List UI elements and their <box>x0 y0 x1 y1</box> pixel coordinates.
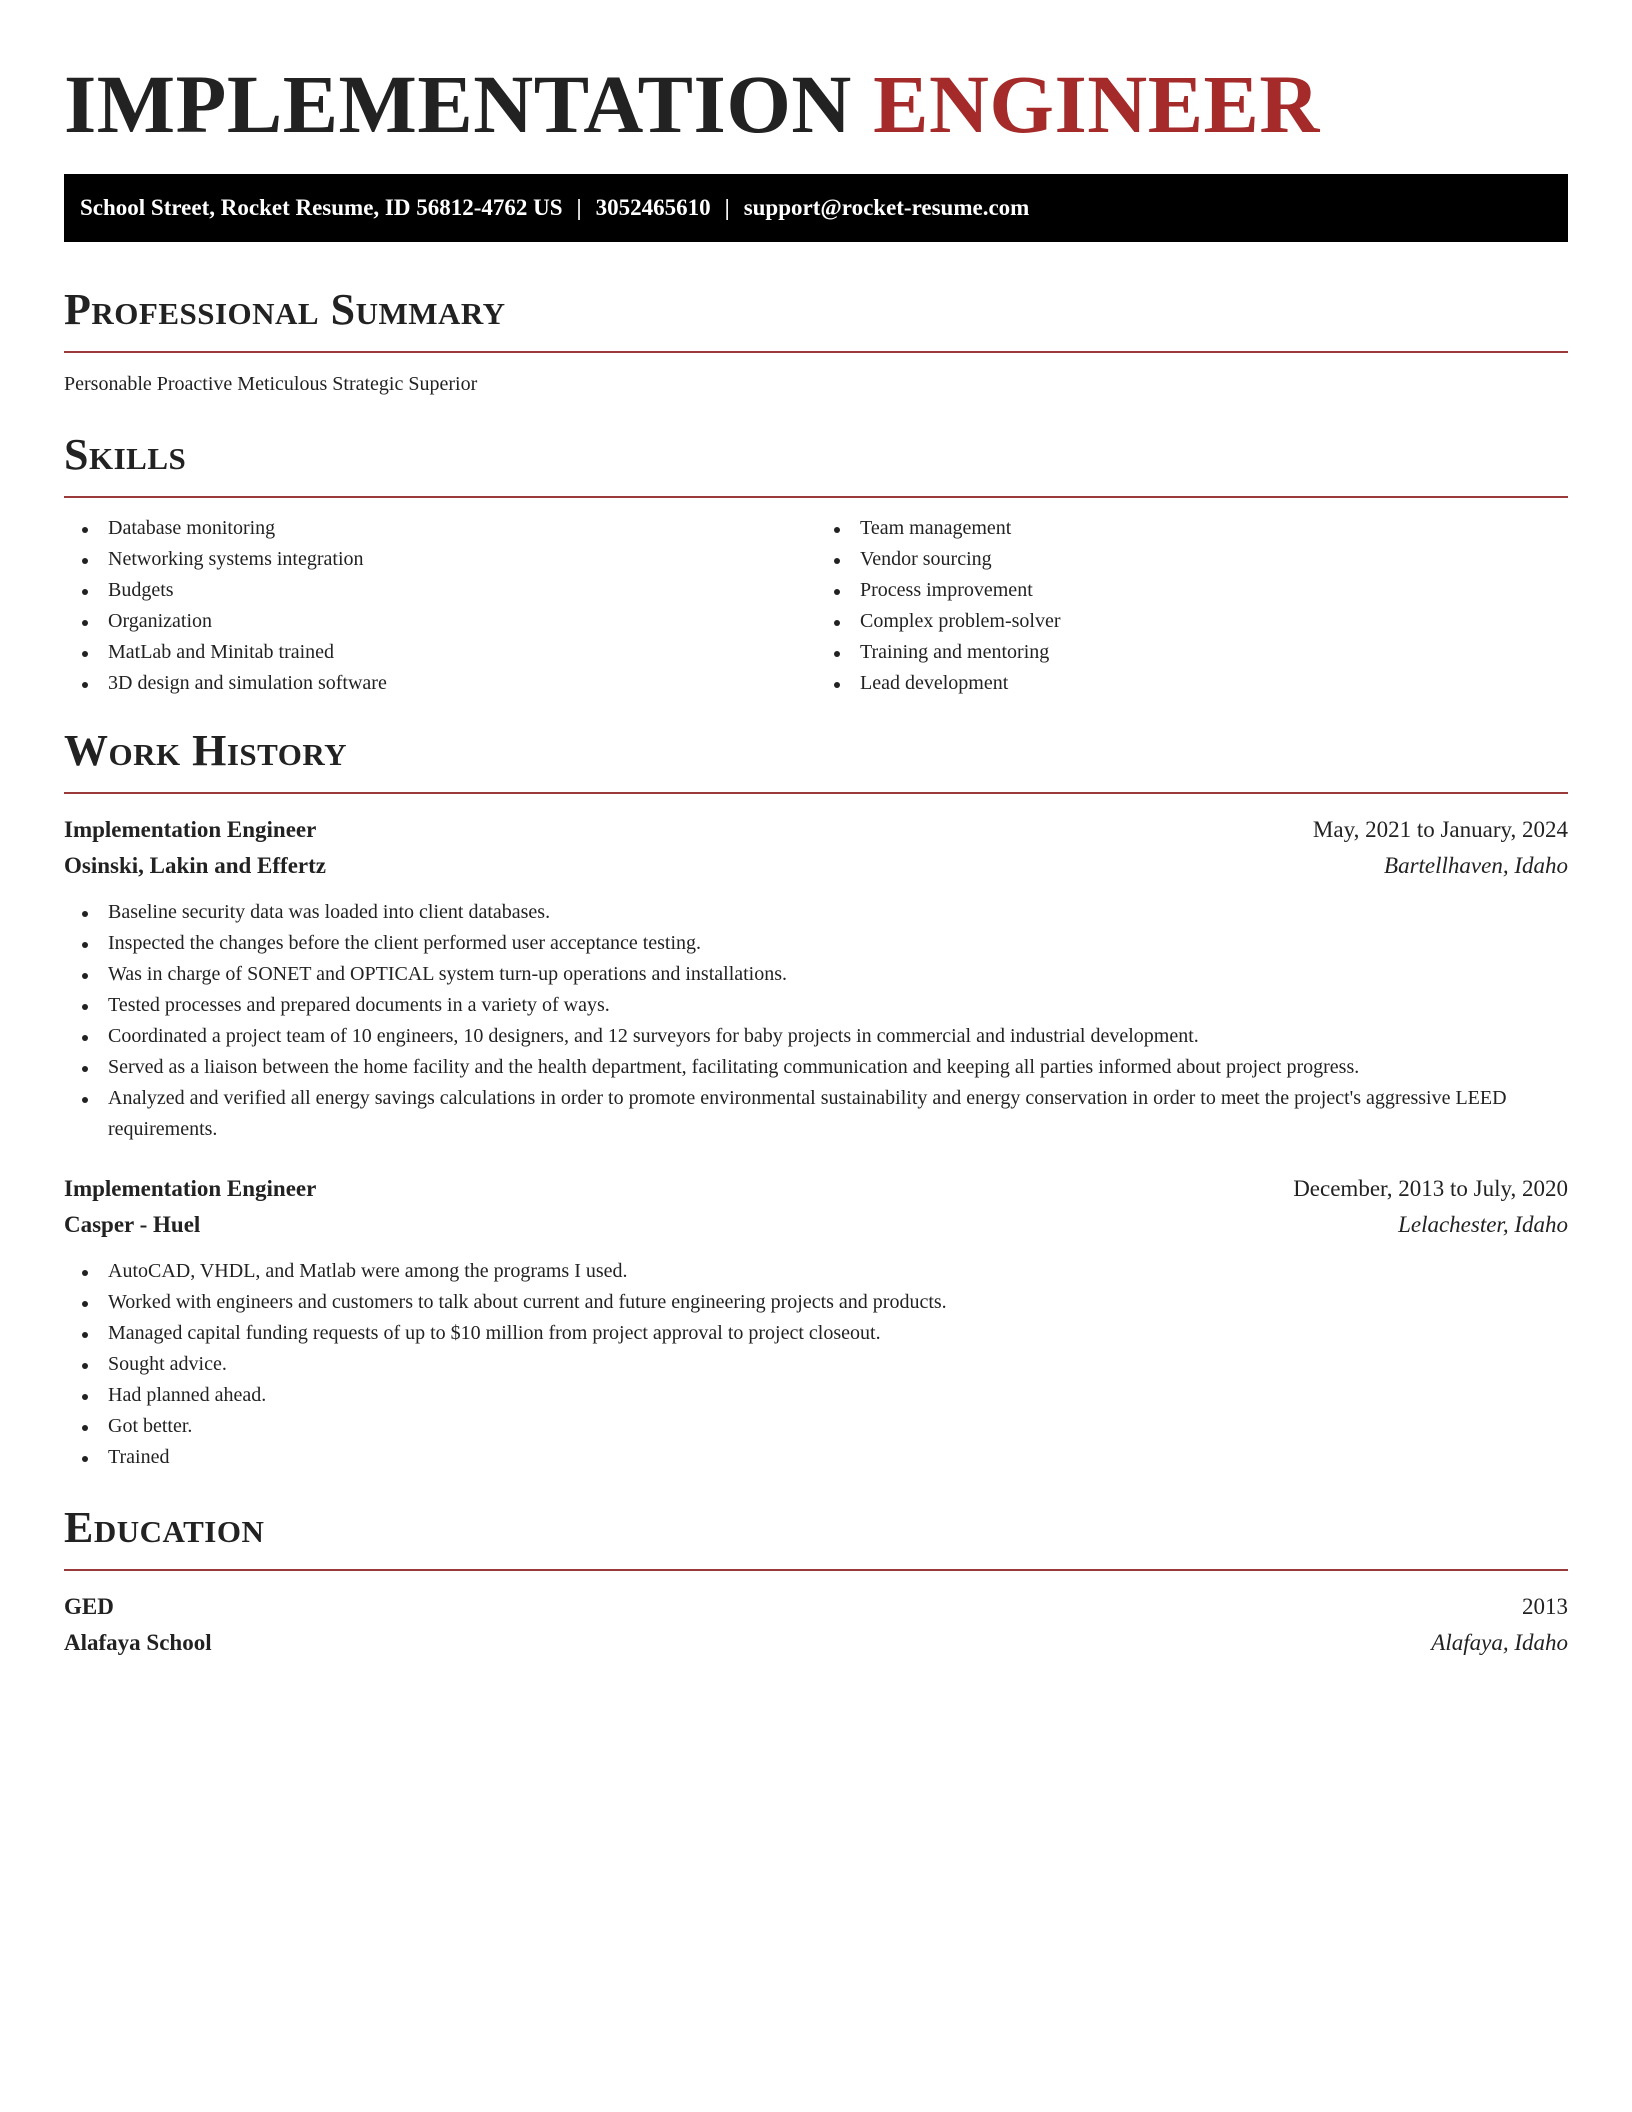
job-location: Bartellhaven, Idaho <box>1384 853 1568 878</box>
job-header-row <box>64 812 1568 848</box>
contact-separator: | <box>724 195 730 220</box>
job-role: Implementation Engineer <box>64 1176 317 1201</box>
contact-separator: | <box>576 195 582 220</box>
skill-item: 3D design and simulation software <box>64 668 816 699</box>
job-bullet: Worked with engineers and customers to talk about current and future engineering projects and products. <box>64 1287 1568 1318</box>
job-location: Lelachester, Idaho <box>1398 1212 1568 1237</box>
resume-title <box>64 0 1568 150</box>
job-bullet: Got better. <box>64 1411 1568 1442</box>
work-history-heading: Work History <box>64 726 348 775</box>
skill-item: Budgets <box>64 575 816 606</box>
skill-item: Complex problem-solver <box>816 606 1568 637</box>
skills-column-right <box>816 513 1568 699</box>
education-school: Alafaya School <box>64 1630 212 1655</box>
summary-heading: Professional Summary <box>64 285 506 334</box>
job-bullet: AutoCAD, VHDL, and Matlab were among the programs I used. <box>64 1256 1568 1287</box>
title-accent-word: ENGINEER <box>873 58 1320 150</box>
title-first-word: IMPLEMENTATION <box>64 58 852 150</box>
skill-item: Networking systems integration <box>64 544 816 575</box>
section-divider <box>64 792 1568 794</box>
skill-item: Process improvement <box>816 575 1568 606</box>
education-header-row <box>64 1589 1568 1625</box>
section-divider <box>64 496 1568 498</box>
job-header-row <box>64 1171 1568 1207</box>
job-bullet: Served as a liaison between the home facility and the health department, facilitating communication and keeping all parties informed about project progress. <box>64 1052 1568 1083</box>
job-bullets <box>64 897 1568 1145</box>
job-bullet: Sought advice. <box>64 1349 1568 1380</box>
job-entry <box>64 1171 1568 1473</box>
education-header-row <box>64 1625 1568 1661</box>
contact-bar <box>64 174 1568 242</box>
education-location: Alafaya, Idaho <box>1431 1630 1568 1655</box>
job-bullet: Coordinated a project team of 10 engineers, 10 designers, and 12 surveyors for baby projects in commercial and industrial development. <box>64 1021 1568 1052</box>
job-bullet: Analyzed and verified all energy savings calculations in order to promote environmental sustainability and energy conservation in order to meet the project's aggressive LEED requirements. <box>64 1083 1568 1145</box>
skill-item: Team management <box>816 513 1568 544</box>
skill-item: Training and mentoring <box>816 637 1568 668</box>
skills-heading: Skills <box>64 430 187 479</box>
job-bullet: Trained <box>64 1442 1568 1473</box>
skill-item: Vendor sourcing <box>816 544 1568 575</box>
job-header-row <box>64 1207 1568 1243</box>
skill-item: Database monitoring <box>64 513 816 544</box>
job-bullet: Was in charge of SONET and OPTICAL system turn-up operations and installations. <box>64 959 1568 990</box>
job-dates: December, 2013 to July, 2020 <box>1293 1176 1568 1201</box>
job-dates: May, 2021 to January, 2024 <box>1312 817 1568 842</box>
skills-column-left <box>64 513 816 699</box>
job-bullet: Managed capital funding requests of up to $10 million from project approval to project closeout. <box>64 1318 1568 1349</box>
section-divider <box>64 1569 1568 1571</box>
contact-address: School Street, Rocket Resume, ID 56812-4762 US <box>80 195 563 220</box>
contact-email[interactable]: support@rocket-resume.com <box>743 195 1030 220</box>
skill-item: Organization <box>64 606 816 637</box>
job-bullet: Baseline security data was loaded into client databases. <box>64 897 1568 928</box>
job-header-row <box>64 848 1568 884</box>
skill-item: MatLab and Minitab trained <box>64 637 816 668</box>
section-divider <box>64 351 1568 353</box>
education-heading: Education <box>64 1503 265 1552</box>
job-bullet: Inspected the changes before the client performed user acceptance testing. <box>64 928 1568 959</box>
education-degree: GED <box>64 1594 114 1619</box>
skill-item: Lead development <box>816 668 1568 699</box>
job-bullets <box>64 1256 1568 1473</box>
education-year: 2013 <box>1522 1594 1568 1619</box>
skills-grid <box>64 513 1568 699</box>
job-company: Osinski, Lakin and Effertz <box>64 853 326 878</box>
education-entry <box>64 1589 1568 1661</box>
job-bullet: Tested processes and prepared documents in a variety of ways. <box>64 990 1568 1021</box>
job-bullet: Had planned ahead. <box>64 1380 1568 1411</box>
summary-text: Personable Proactive Meticulous Strategic Superior <box>64 373 478 395</box>
job-role: Implementation Engineer <box>64 817 317 842</box>
contact-phone: 3052465610 <box>595 195 711 220</box>
job-company: Casper - Huel <box>64 1212 201 1237</box>
job-entry <box>64 812 1568 1145</box>
